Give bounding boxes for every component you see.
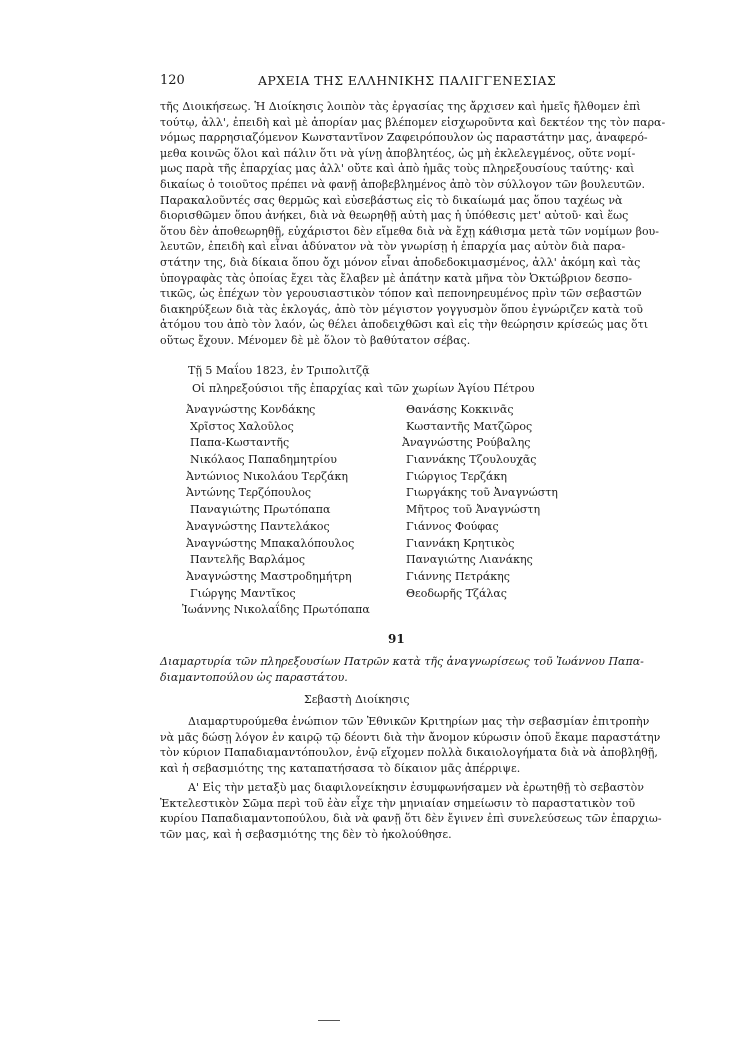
- signer-name: Γιαννάκης Τζουλουχᾶς: [406, 453, 537, 467]
- signer-name: Παναγιώτης Πρωτόπαπα: [190, 503, 331, 517]
- signer-name: Ἀναγνώστης Κονδάκης: [186, 403, 316, 416]
- text-line: Διαμαρτυρούμεθα ἐνώπιον τῶν Ἐθνικῶν Κριτηρίων μας τὴν σεβασμίαν ἐπιτροπὴν: [188, 715, 650, 728]
- signer-name: Κωσταντῆς Ματζῶρος: [406, 419, 533, 433]
- text-line: τὸν κύριον Παπαδιαμαντόπουλον, ἐνῷ εἴχομεν πολλὰ δικαιολογήματα διὰ νὰ ἀποβληθῇ,: [160, 746, 658, 760]
- dateline: Τῇ 5 Μαΐου 1823, ἐν Τριπολιτζᾷ: [188, 364, 370, 377]
- signer-name: Ἰωάννης Νικολαΐδης Πρωτόπαπα: [182, 603, 370, 617]
- text-line: στάτην της, διὰ δίκαια ὅπου ὄχι μόνον εἶναι ἀποδεδοκιμασμένος, ἀλλ' ἀκόμη καὶ τὰς: [160, 255, 641, 269]
- signer-name: Παναγιώτης Λιανάκης: [406, 553, 533, 567]
- page-header: [160, 73, 560, 91]
- paragraph-1: [160, 99, 666, 349]
- signers-intro: Οἱ πληρεξούσιοι τῆς ἐπαρχίας καὶ τῶν χωρίων Ἁγίου Πέτρου: [192, 382, 535, 395]
- document-summary: [160, 654, 644, 686]
- text-line: μως παρὰ τῆς ἐπαρχίας μας ἀλλ' οὔτε καὶ ἀπὸ ἡμᾶς τοὺς πληρεξουσίους ταύτης· καὶ: [160, 162, 635, 176]
- footer-divider: [318, 1020, 340, 1021]
- document-number: 91: [388, 632, 405, 646]
- text-line: Παρακαλοῦντές σας θερμῶς καὶ εὐσεβάστως εἰς τὸ δικαίωμά μας ὅπου ταχέως νὰ: [160, 193, 623, 207]
- signer-name: Ἀναγνώστης Ρούβαλης: [402, 436, 531, 450]
- text-line: κυρίου Παπαδιαμαντοπούλου, διὰ νὰ φανῇ ὅτι δὲν ἔγινεν ἐπὶ συνελεύσεως τῶν ἐπαρχιω-: [160, 812, 662, 826]
- signer-name: Ἀναγνώστης Παντελάκος: [186, 519, 330, 533]
- text-line: τικῶς, ὡς ἐπέχων τὸν γερουσιαστικὸν τόπον καὶ πεπονηρευμένος πρὶν τῶν σεβαστῶν: [160, 287, 642, 301]
- signer-name: Νικόλαος Παπαδημητρίου: [190, 453, 337, 467]
- summary-line: Διαμαρτυρία τῶν πληρεξουσίων Πατρῶν κατὰ τῆς ἀναγνωρίσεως τοῦ Ἰωάννου Παπα-: [160, 655, 644, 668]
- signer-name: Ἀντώνης Τερζόπουλος: [186, 486, 312, 500]
- paragraph-2: [160, 714, 661, 776]
- summary-line: διαμαντοπούλου ὡς παραστάτου.: [160, 671, 348, 684]
- signer-name: Γιώργης Μαντῖκος: [190, 586, 296, 600]
- signers-left-column: [182, 402, 370, 619]
- text-line: μεθα κοινῶς ὅλοι καὶ πάλιν ὅτι νὰ γίνῃ ἀποβλητέος, ὡς μὴ ἐκλελεγμένος, οὔτε νομί-: [160, 146, 636, 160]
- signer-name: Ἀναγνώστης Μαστροδημήτρη: [186, 569, 352, 583]
- signer-name: Παντελῆς Βαρλάμος: [190, 553, 306, 567]
- text-line: ὑπογραφὰς τὰς ὁποίας ἔχει τὰς ἔλαβεν μὲ ἀπάτην κατὰ μῆνα τὸν Ὀκτώβριον δεσπο-: [160, 271, 632, 285]
- text-line: νὰ μᾶς δώσῃ λόγον ἐν καιρῷ τῷ δέοντι διὰ τὴν ἄνομον κύρωσιν ὁποῦ ἔκαμε παραστάτην: [160, 730, 661, 744]
- text-line: διακηρύξεων διὰ τὰς ἐκλογάς, ἀπὸ τὸν μέγιστον γογγυσμὸν ὅπου ἐγνώριζεν κατὰ τοῦ: [160, 302, 643, 316]
- text-line: καὶ ἡ σεβασμιότης της καταπατήσασα τὸ δίκαιον μᾶς ἀπέρριψε.: [160, 761, 521, 775]
- text-line: νόμως παρρησιαζόμενον Κωνσταντῖνον Ζαφειρόπουλον ὡς παραστάτην μας, ἀναφερό-: [160, 131, 648, 145]
- text-line: τῆς Διοικήσεως. Ἡ Διοίκησις λοιπὸν τὰς ἐργασίας της ἄρχισεν καὶ ἡμεῖς ἤλθομεν ἐπὶ: [160, 100, 641, 113]
- signer-name: Θανάσης Κοκκινᾶς: [406, 403, 514, 416]
- text-line: Α' Εἰς τὴν μεταξὺ μας διαφιλονείκησιν ἐσυμφωνήσαμεν νὰ ἐρωτηθῇ τὸ σεβαστὸν: [188, 781, 644, 794]
- signer-name: Ἀντώνιος Νικολάου Τερζάκη: [186, 469, 348, 483]
- text-line: λευτῶν, ἐπειδὴ καὶ εἶναι ἀδύνατον νὰ τὸν γνωρίσῃ ἡ ἐπαρχία μας αὐτὸν διὰ παρα-: [160, 240, 626, 254]
- text-line: τούτῳ, ἀλλ', ἐπειδὴ καὶ μὲ ἀπορίαν μας βλέπομεν εἰσχωροῦντα καὶ δεκτέον της τὸν παρα-: [160, 115, 666, 129]
- paragraph-3: [160, 780, 662, 842]
- text-line: τῶν μας, καὶ ἡ σεβασμιότης της δὲν τὸ ἠκολούθησε.: [160, 827, 452, 841]
- running-title: ΑΡΧΕΙΑ ΤΗΣ ΕΛΛΗΝΙΚΗΣ ΠΑΛΙΓΓΕΝΕΣΙΑΣ: [258, 73, 557, 88]
- text-line: Ἐκτελεστικὸν Σῶμα περὶ τοῦ ἐὰν εἶχε τὴν μηνιαίαν σημείωσιν τὸ παραστατικὸν τοῦ: [160, 796, 636, 810]
- signer-name: Γιάννος Φούφας: [406, 519, 499, 533]
- text-line: διορισθῶμεν ὅπου ἀνήκει, διὰ νὰ θεωρηθῇ αὐτὴ μας ἡ ὑπόθεσις μετ' αὐτοῦ· καὶ ἕως: [160, 209, 629, 223]
- signer-name: Θεοδωρῆς Τζάλας: [406, 586, 507, 600]
- salutation: Σεβαστὴ Διοίκησις: [304, 693, 410, 706]
- signer-name: Γιαννάκη Κρητικὸς: [406, 536, 515, 550]
- signer-name: Παπα-Κωσταντῆς: [190, 436, 290, 450]
- text-line: ὅτου δὲν ἀποθεωρηθῇ, εὐχάριστοι δὲν εἴμεθα διὰ νὰ ἔχῃ κάθισμα μετὰ τῶν νομίμων βου-: [160, 224, 659, 238]
- signer-name: Μῆτρος τοῦ Ἀναγνώστη: [406, 503, 541, 517]
- signer-name: Γιώργιος Τερζάκη: [406, 469, 507, 483]
- signer-name: Ἀναγνώστης Μπακαλόπουλος: [186, 536, 355, 550]
- text-line: δικαίως ὁ τοιοῦτος πρέπει νὰ φανῇ ἀποβεβλημένος ἀπὸ τὸν σύλλογον τῶν βουλευτῶν.: [160, 177, 646, 191]
- signer-name: Χρῖστος Χαλοῦλος: [190, 419, 294, 433]
- signers-right-column: [402, 402, 558, 602]
- page-number: 120: [160, 73, 185, 88]
- text-line: ἀτόμου του ἀπὸ τὸν λαόν, ὡς θέλει ἀποδειχθῶσι καὶ εἰς τὴν θεώρησιν κρίσεώς μας ὅτι: [160, 318, 649, 332]
- text-line: οὕτως ἔχουν. Μένομεν δὲ μὲ ὅλον τὸ βαθύτατον σέβας.: [160, 333, 471, 347]
- signer-name: Γιωργάκης τοῦ Ἀναγνώστη: [406, 486, 558, 500]
- signer-name: Γιάννης Πετράκης: [406, 569, 510, 583]
